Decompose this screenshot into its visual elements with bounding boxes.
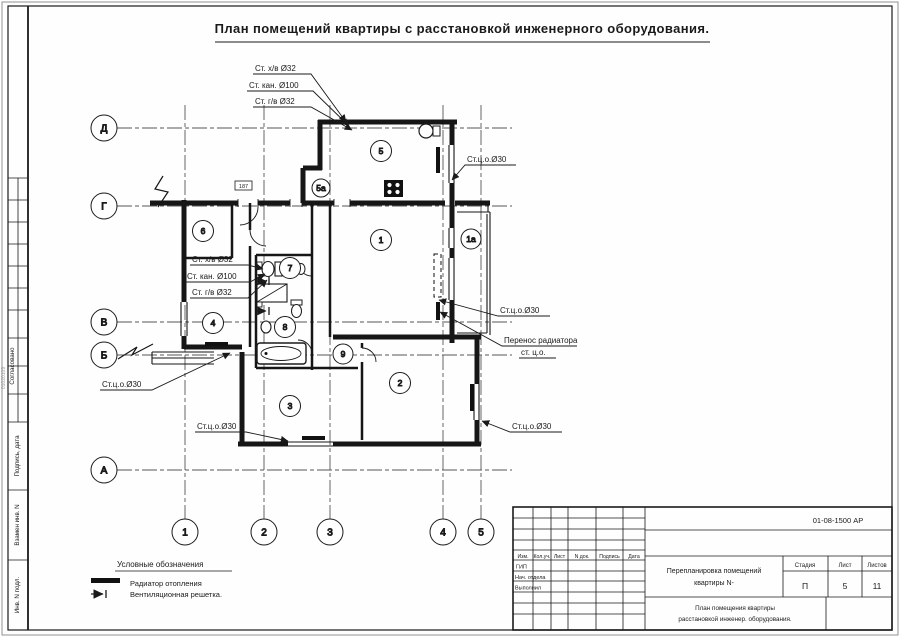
stove-burner [387,190,391,194]
kitchen-counter-icon [433,126,440,136]
riser-label-hot: Ст. г/в Ø32 [192,288,232,297]
stage-value: П [801,581,809,591]
document-code: 01-08-1500 АР [812,516,864,525]
radiator-move-label: Перенос радиатора [504,336,578,345]
heating-riser-label: Ст.ц.о.Ø30 [512,422,552,431]
legend-title: Условные обозначения [117,560,204,569]
room-number: 8 [282,322,288,332]
heating-riser-label: Ст.ц.о.Ø30 [467,155,507,164]
sheets-value: 11 [872,581,882,591]
radiator-legend-icon [91,578,120,583]
room-number: 1а [466,234,476,244]
room-number: 9 [340,349,346,359]
tb-header: Дата [628,554,640,560]
axis-number: 5 [478,527,484,539]
axis-number: 4 [440,527,446,539]
axis-letter: Б [100,350,108,362]
leader-line [452,165,516,180]
tb-header: N док. [574,554,590,560]
toilet2-bowl-icon [292,305,302,318]
sign-date-label: Подпись, дата [14,435,21,477]
riser-label-hot: Ст. г/в Ø32 [255,97,295,106]
stage-label: Стадия [794,563,816,569]
radiator-room1 [436,302,440,320]
tb-header: Изм. [517,554,529,560]
door-tag [235,181,252,190]
room-number: 6 [200,226,206,236]
legend-item-label: Вентиляционная решетка. [130,590,223,599]
riser-shaft-icon [257,262,262,267]
washbasin2-icon [261,321,271,333]
room-number: 1 [378,235,384,245]
stove-burner [387,183,391,187]
room-number: 3 [287,401,293,411]
room-number: 2 [397,378,403,388]
radiator-room2 [470,384,474,411]
project-name-line2: квартиры N- [694,580,734,587]
replace-inv-label: Взамен инв. N [14,504,21,546]
radiator-relocated-dashed [434,254,441,297]
riser-label-sewer: Ст. кан. Ø100 [249,81,299,90]
radiator-move-label2: ст. ц.о. [521,348,546,357]
room-number: 4 [210,318,216,328]
tb-header: Кол.уч. [533,554,551,560]
sheet-label: Лист [838,563,852,569]
axis-number: 3 [327,527,333,539]
title [215,21,710,42]
title-block [513,507,892,630]
riser-shaft-icon [257,302,262,307]
heating-riser-label: Ст.ц.о.Ø30 [102,380,142,389]
sheets-label: Листов [867,563,887,569]
radiators [205,147,474,440]
margin-handwritten-marks: 01020109 [1,366,7,390]
riser-label-sewer: Ст. кан. Ø100 [187,272,237,281]
axis-number: 2 [261,527,267,539]
tb-header: Подпись [599,554,620,560]
stove-burner [395,190,399,194]
stove-burner [395,183,399,187]
room-number: 5 [378,146,384,156]
heating-riser-label: Ст.ц.о.Ø30 [197,422,237,431]
agreed-label: Согласовано [9,347,16,385]
page-title: План помещений квартиры с расстановкой инженерного оборудования. [214,21,710,36]
room-number: 5а [316,183,326,193]
legend [91,560,232,599]
heating-riser-label: Ст.ц.о.Ø30 [500,306,540,315]
axis-letter: В [100,317,108,329]
project-name-line1: Перепланировка помещений [666,568,762,575]
stove-icon [384,180,403,197]
kitchen-sink-icon [419,124,433,138]
drawing-name-line2: расстановкой инженер. оборудования. [678,616,792,623]
tb-role: Выполнил [515,585,542,592]
radiator-kitchen [436,147,440,173]
tb-header: Лист [553,554,566,560]
leader-line [190,265,263,269]
axis-letter: Д [100,123,108,135]
radiator-room3 [302,436,325,440]
sheet-value: 5 [842,581,848,591]
axis-number: 1 [182,527,188,539]
riser-label-cold: Ст. х/в Ø32 [255,64,296,73]
axis-letter: Г [101,201,107,213]
riser-label-cold: Ст. х/в Ø32 [192,255,233,264]
drawing-name-line1: План помещения квартиры [695,605,775,612]
door-tag-label: 187 [238,184,249,190]
inv-orig-label: Инв. N подл. [14,576,21,614]
legend-item-label: Радиатор отопления [130,579,202,588]
tb-role: Нач. отдела [515,575,546,581]
tb-role: ГИП [516,564,527,571]
room-number: 7 [287,263,293,273]
break-symbols [118,176,168,359]
axis-letter: А [100,465,108,477]
radiator-room4 [205,342,228,346]
bathtub-drain [265,352,268,355]
